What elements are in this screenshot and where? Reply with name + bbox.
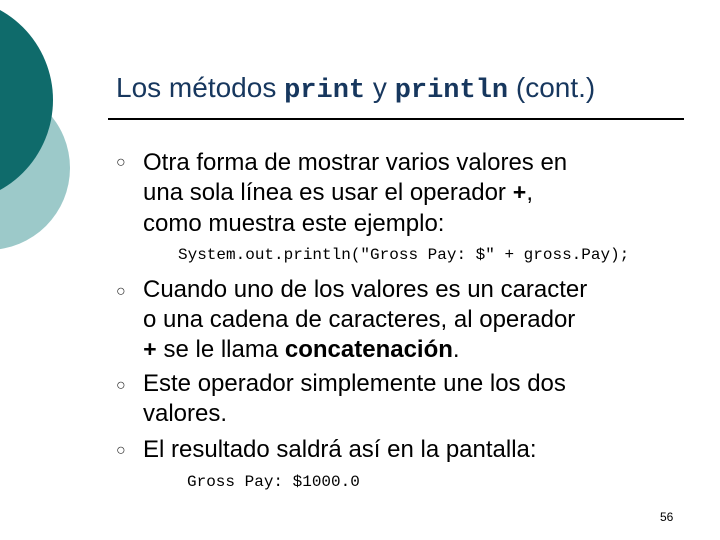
code-example-println: System.out.println("Gross Pay: $" + gross.Pay);	[178, 246, 630, 264]
bullet2-line2: o una cadena de caracteres, al operador	[143, 306, 576, 333]
plus-operator: +	[512, 181, 527, 207]
title-prefix: Los métodos	[116, 72, 285, 103]
bullet3-line1: Este operador simplemente une los dos	[143, 370, 566, 397]
bullet-text-3	[143, 369, 683, 429]
bullet2-period: .	[452, 336, 460, 363]
bullet-marker-3: ○	[116, 377, 126, 394]
bullet1-line2-text: una sola línea es usar el operador	[143, 179, 513, 206]
bullet2-line1: Cuando uno de los valores es un caracter	[143, 276, 588, 303]
bullet1-line1: Otra forma de mostrar varios valores en	[143, 149, 568, 176]
bullet-marker-1: ○	[116, 154, 126, 171]
bullet-text-2	[143, 275, 683, 366]
bullet-marker-4: ○	[116, 442, 126, 459]
bullet-text-1	[143, 148, 683, 239]
bullet-text-4	[143, 435, 683, 465]
bullet1-line3: como muestra este ejemplo:	[143, 210, 445, 237]
bullet1-line2	[143, 178, 683, 209]
title-divider	[108, 118, 684, 120]
code-output-example: Gross Pay: $1000.0	[187, 473, 360, 491]
bullet1-comma: ,	[526, 179, 534, 206]
bullet2-line3-text: se le llama	[156, 336, 285, 363]
plus-operator-2: +	[143, 338, 157, 364]
title-code-println: println	[394, 76, 509, 106]
concatenation-term: concatenación	[284, 336, 453, 363]
title-suffix: (cont.)	[508, 72, 596, 103]
bullet3-line2: valores.	[143, 400, 228, 427]
page-number: 56	[660, 510, 674, 524]
title-code-print: print	[284, 76, 366, 106]
slide-title	[116, 70, 595, 109]
bullet4-line1: El resultado saldrá así en la pantalla:	[143, 436, 537, 463]
title-middle: y	[365, 72, 395, 103]
bullet-marker-2: ○	[116, 283, 126, 300]
decorative-circles	[0, 0, 80, 290]
bullet2-line3	[143, 335, 683, 366]
